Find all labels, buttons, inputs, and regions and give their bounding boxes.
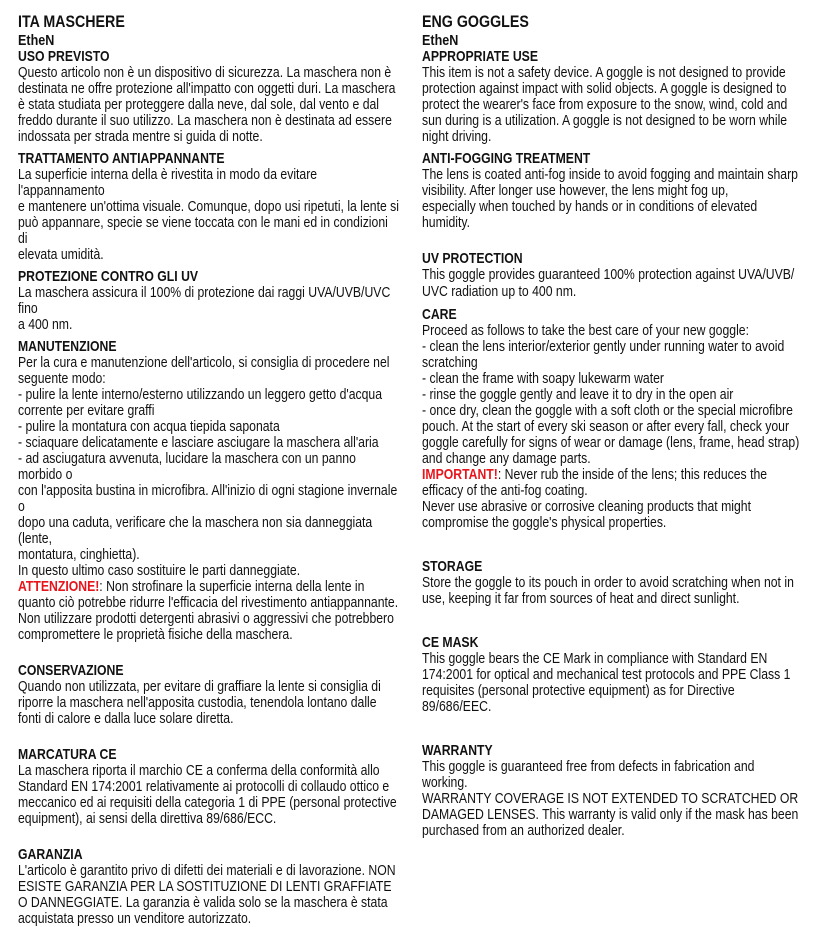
section-heading: PROTEZIONE CONTRO GLI UV <box>18 269 199 285</box>
section-anti-fog <box>18 151 399 263</box>
section-heading: STORAGE <box>422 559 483 575</box>
section-storage <box>18 663 399 727</box>
document-title: ENG GOGGLES <box>422 12 529 31</box>
section-uv-protection <box>18 269 399 333</box>
section-heading: APPROPRIATE USE <box>422 49 538 65</box>
section-body: Proceed as follows to take the best care of your new goggle: - clean the lens interior/exterior gently under running water to avoid scratching - clean the frame with soapy lukewarm water - rinse the goggle gently and leave it to dry in the open air - once dry, clean the goggle with a soft cloth or the special microfibre pouch. At the start of every ski season or after every fall, check your goggle carefully for signs of wear or damage (lens, frame, head strap) and change any damage parts. <box>422 323 800 467</box>
section-heading: WARRANTY <box>422 743 493 759</box>
section-anti-fog <box>422 151 803 231</box>
section-heading: GARANZIA <box>18 847 83 863</box>
section-body: Quando non utilizzata, per evitare di graffiare la lente si consiglia di riporre la maschera nell'apposita custodia, tenendola lontano dalle fonti di calore e dalla luce solare diretta. <box>18 679 381 727</box>
section-heading: MARCATURA CE <box>18 747 117 763</box>
section-heading: UV PROTECTION <box>422 251 523 267</box>
section-heading: USO PREVISTO <box>18 49 110 65</box>
section-heading: CONSERVAZIONE <box>18 663 124 679</box>
warning-paragraph <box>422 467 803 531</box>
section-body: Store the goggle to its pouch in order to avoid scratching when not in use, keeping it far from sources of heat and direct sunlight. <box>422 575 794 607</box>
section-body: La maschera assicura il 100% di protezione dai raggi UVA/UVB/UVC fino a 400 nm. <box>18 285 391 333</box>
brand-name: EtheN <box>18 32 55 49</box>
section-warranty <box>18 847 399 927</box>
section-body: Questo articolo non è un dispositivo di sicurezza. La maschera non è destinata ne offre protezione all'impatto con oggetti duri. La maschera è stata studiata per proteggere dalla neve, dal sole, dal vento e dal freddo durante il suo utilizzo. La maschera non è destinata ad essere indossata per strada mentre si guida di notte. <box>18 65 396 145</box>
section-storage <box>422 559 803 607</box>
section-body: L'articolo è garantito privo di difetti dei materiali e di lavorazione. NON ESISTE GARANZIA PER LA SOSTITUZIONE DI LENTI GRAFFIATE O DANNEGGIATE. La garanzia è valida solo se la maschera è stata acquistata presso un venditore autorizzato. <box>18 863 396 927</box>
section-body: This goggle is guaranteed free from defects in fabrication and working. WARRANTY COVERAGE IS NOT EXTENDED TO SCRATCHED OR DAMAGED LENSES. This warranty is valid only if the mask has been purchased from an authorized dealer. <box>422 759 799 839</box>
section-appropriate-use <box>422 49 803 145</box>
english-column <box>422 12 803 839</box>
section-uv-protection <box>422 251 803 301</box>
section-care <box>18 339 399 643</box>
section-heading: CE MASK <box>422 635 479 651</box>
warning-text: : Never rub the inside of the lens; this reduces the efficacy of the anti-fog coating. Never use abrasive or corrosive cleaning products that might compromise the goggle's physical properties. <box>422 467 768 531</box>
section-ce-mask <box>422 635 803 715</box>
section-care <box>422 307 803 531</box>
section-body: This goggle bears the CE Mark in compliance with Standard EN 174:2001 for optical and mechanical test protocols and PPE Class 1 requisites (personal protective equipment) as for Directive 89/686/EEC. <box>422 651 791 715</box>
warning-label: IMPORTANT! <box>422 467 498 483</box>
section-warranty <box>422 743 803 839</box>
section-body: The lens is coated anti-fog inside to avoid fogging and maintain sharp visibility. After longer use however, the lens might fog up, especially when touched by hands or in conditions of elevated humidity. <box>422 167 798 231</box>
warning-text: : Non strofinare la superficie interna della lente in quanto ciò potrebbe ridurre l'efficacia del rivestimento antiappannante. Non utilizzare prodotti detergenti abrasivi o aggressivi che potrebbero compromettere le proprietà fisiche della maschera. <box>18 579 399 643</box>
section-heading: CARE <box>422 307 457 323</box>
warning-paragraph <box>18 579 399 643</box>
document-title: ITA MASCHERE <box>18 12 125 31</box>
section-heading: TRATTAMENTO ANTIAPPANNANTE <box>18 151 225 167</box>
brand-name: EtheN <box>422 32 459 49</box>
section-body: Per la cura e manutenzione dell'articolo, si consiglia di procedere nel seguente modo: - pulire la lente interno/esterno utilizzando un leggero getto d'acqua corrente per evitare graffi - pulire la montatura con acqua tiepida saponata - sciaquare delicatamente e lasciare asciugare la maschera all'aria - ad asciugatura avvenuta, lucidare la maschera con un panno morbido o con l'apposita bustina in microfibra. All'inizio di ogni stagione invernale o dopo una caduta, verificare che la maschera non sia danneggiata (lente, montatura, cinghietta). In questo ultimo caso sostituire le parti danneggiate. <box>18 355 398 579</box>
warning-label: ATTENZIONE! <box>18 579 100 595</box>
section-body: This goggle provides guaranteed 100% protection against UVA/UVB/ UVC radiation up to 400 nm. <box>422 267 795 300</box>
section-ce-marking <box>18 747 399 827</box>
section-heading: MANUTENZIONE <box>18 339 117 355</box>
section-body: This item is not a safety device. A goggle is not designed to provide protection against impact with solid objects. A goggle is designed to protect the wearer's face from exposure to the snow, wind, cold and sun during is a utilization. A goggle is not designed to be worn while night driving. <box>422 65 788 145</box>
section-body: La superficie interna della è rivestita in modo da evitare l'appannamento e mantenere un'ottima visuale. Comunque, dopo usi ripetuti, la lente si può appannare, specie se viene toccata con le mani ed in condizioni di elevata umidità. <box>18 167 400 263</box>
section-intended-use <box>18 49 399 145</box>
italian-column <box>18 12 399 927</box>
section-heading: ANTI-FOGGING TREATMENT <box>422 151 591 167</box>
section-body: La maschera riporta il marchio CE a conferma della conformità allo Standard EN 174:2001 relativamente ai protocolli di collaudo ottico e meccanico ed ai requisiti della categoria 1 di PPE (personal protective equipment), ai sensi della direttiva 89/686/ECC. <box>18 763 397 827</box>
